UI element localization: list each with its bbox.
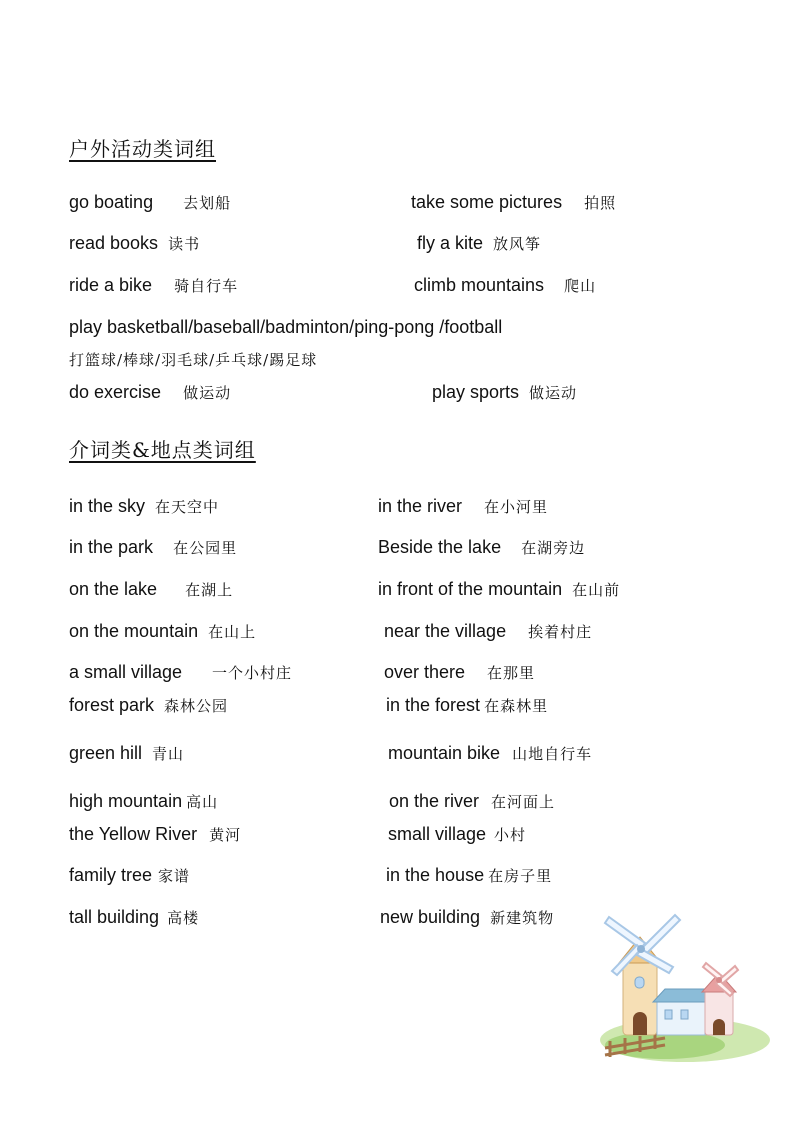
phrase-item bbox=[414, 275, 596, 296]
phrase-cn: 在湖旁边 bbox=[521, 539, 586, 557]
phrase-item bbox=[432, 382, 577, 403]
phrase-cn: 在湖上 bbox=[185, 581, 234, 599]
phrase-cn: 挨着村庄 bbox=[528, 623, 593, 641]
phrase-cn: 在房子里 bbox=[488, 867, 553, 885]
phrase-cn: 骑自行车 bbox=[174, 277, 239, 295]
phrase-item bbox=[378, 537, 585, 558]
phrase-en: tall building bbox=[69, 907, 160, 927]
phrase-cn: 爬山 bbox=[564, 277, 597, 295]
phrase-en: family tree bbox=[69, 865, 153, 885]
phrase-item bbox=[69, 496, 219, 517]
phrase-en: take some pictures bbox=[411, 192, 563, 212]
phrase-item bbox=[69, 907, 199, 928]
phrase-cn: 拍照 bbox=[584, 194, 617, 212]
phrase-item bbox=[69, 621, 256, 642]
phrase-cn: 在公园里 bbox=[173, 539, 238, 557]
phrase-cn: 在山上 bbox=[208, 623, 257, 641]
phrase-en: fly a kite bbox=[417, 233, 484, 253]
phrase-en: near the village bbox=[384, 621, 507, 641]
phrase-en: go boating bbox=[69, 192, 154, 212]
phrase-item bbox=[380, 907, 554, 928]
phrase-en: on the lake bbox=[69, 579, 158, 599]
phrase-item bbox=[69, 824, 241, 845]
phrase-cn: 小村 bbox=[494, 826, 527, 844]
phrase-en: green hill bbox=[69, 743, 143, 763]
phrase-en: new building bbox=[380, 907, 481, 927]
phrase-cn: 在山前 bbox=[572, 581, 621, 599]
phrase-item bbox=[386, 695, 548, 716]
phrase-en: in the river bbox=[378, 496, 463, 516]
phrase-item bbox=[388, 824, 526, 845]
phrase-en: in the house bbox=[386, 865, 485, 885]
phrase-en: the Yellow River bbox=[69, 824, 198, 844]
phrase-en: ride a bike bbox=[69, 275, 153, 295]
phrase-cn: 在那里 bbox=[487, 664, 536, 682]
phrase-item bbox=[69, 233, 200, 254]
phrase-item bbox=[69, 662, 292, 683]
phrase-cn: 做运动 bbox=[529, 384, 578, 402]
phrase-cn: 黄河 bbox=[209, 826, 242, 844]
phrase-cn: 家谱 bbox=[158, 867, 191, 885]
phrase-item bbox=[378, 496, 548, 517]
phrase-item bbox=[69, 743, 184, 764]
phrase-cn: 山地自行车 bbox=[512, 745, 593, 763]
phrase-en: in the forest bbox=[386, 695, 481, 715]
phrase-en: Beside the lake bbox=[378, 537, 502, 557]
phrase-en: play basketball/baseball/badminton/ping-pong /football bbox=[69, 317, 503, 337]
phrase-item bbox=[389, 791, 555, 812]
phrase-cn: 在小河里 bbox=[484, 498, 549, 516]
phrase-en: over there bbox=[384, 662, 466, 682]
phrase-item bbox=[411, 192, 616, 213]
phrase-cn: 打篮球/棒球/羽毛球/乒乓球/踢足球 bbox=[69, 351, 318, 369]
phrase-cn: 高山 bbox=[186, 793, 219, 811]
phrase-en: high mountain bbox=[69, 791, 183, 811]
phrase-cn: 在森林里 bbox=[484, 697, 549, 715]
phrase-item bbox=[69, 275, 238, 296]
heading-prepositions-places: 介词类&地点类词组 bbox=[69, 438, 256, 462]
phrase-item bbox=[384, 662, 535, 683]
phrase-item bbox=[378, 579, 620, 600]
phrase-cn: 做运动 bbox=[183, 384, 232, 402]
phrase-en: mountain bike bbox=[388, 743, 501, 763]
phrase-en: small village bbox=[388, 824, 487, 844]
phrase-item bbox=[386, 865, 552, 886]
phrase-en: a small village bbox=[69, 662, 183, 682]
phrase-item bbox=[69, 865, 190, 886]
phrase-en: on the mountain bbox=[69, 621, 199, 641]
phrase-en: climb mountains bbox=[414, 275, 545, 295]
phrase-cn: 去划船 bbox=[183, 194, 232, 212]
phrase-en: forest park bbox=[69, 695, 155, 715]
phrase-en: in front of the mountain bbox=[378, 579, 563, 599]
phrase-cn: 森林公园 bbox=[164, 697, 229, 715]
phrase-cn: 放风筝 bbox=[493, 235, 542, 253]
phrase-item bbox=[69, 382, 231, 403]
windmill-house-illustration bbox=[585, 905, 770, 1070]
phrase-cn: 高楼 bbox=[167, 909, 200, 927]
phrase-item bbox=[384, 621, 592, 642]
phrase-en: in the sky bbox=[69, 496, 146, 516]
phrase-item bbox=[69, 791, 218, 812]
phrase-item bbox=[388, 743, 592, 764]
phrase-cn: 读书 bbox=[168, 235, 201, 253]
heading-outdoor-activities: 户外活动类词组 bbox=[69, 137, 216, 161]
phrase-item bbox=[69, 192, 231, 213]
phrase-cn: 在天空中 bbox=[155, 498, 220, 516]
phrase-item bbox=[69, 579, 233, 600]
phrase-cn: 青山 bbox=[152, 745, 185, 763]
phrase-item bbox=[417, 233, 541, 254]
phrase-en: read books bbox=[69, 233, 159, 253]
phrase-cn: 新建筑物 bbox=[490, 909, 555, 927]
phrase-item bbox=[69, 695, 228, 716]
phrase-cn: 一个小村庄 bbox=[212, 664, 293, 682]
phrase-cn: 在河面上 bbox=[491, 793, 556, 811]
phrase-en: do exercise bbox=[69, 382, 162, 402]
phrase-en: play sports bbox=[432, 382, 520, 402]
phrase-en: on the river bbox=[389, 791, 480, 811]
phrase-en: in the park bbox=[69, 537, 154, 557]
phrase-item bbox=[69, 537, 237, 558]
